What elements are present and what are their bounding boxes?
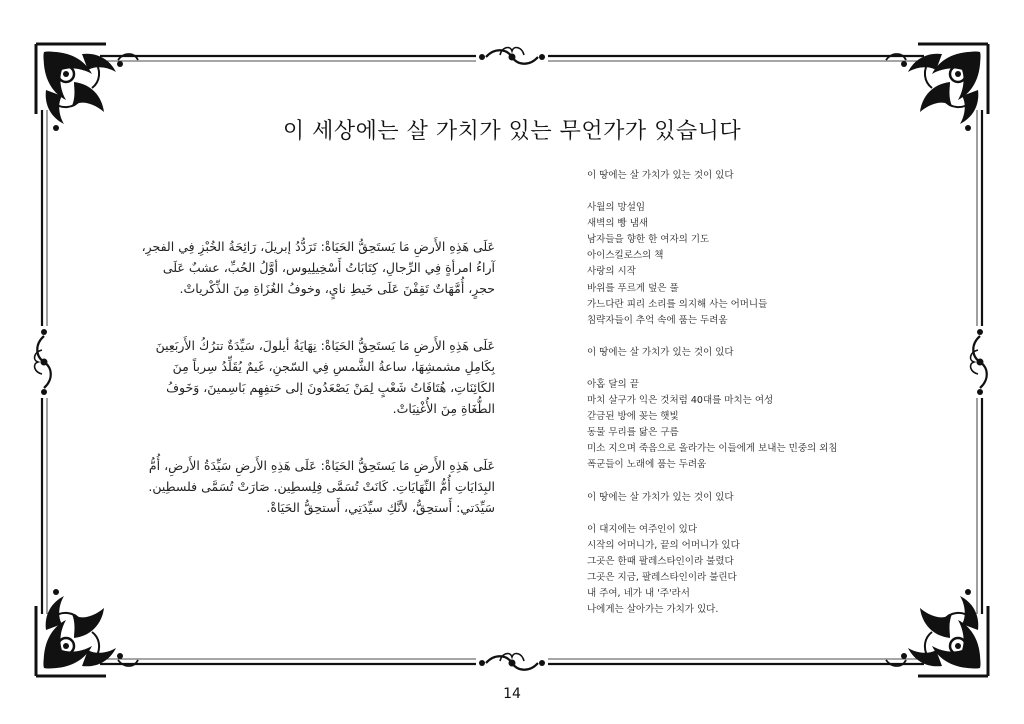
arabic-poem-column [140, 236, 495, 518]
korean-stanza-1 [587, 200, 917, 329]
poem-line: 이 땅에는 살 가치가 있는 것이 있다 [587, 170, 734, 181]
poem-line: 남자들을 향한 한 여자의 기도 [587, 234, 710, 246]
page-title: 이 세상에는 살 가치가 있는 무언가가 있습니다 [282, 119, 742, 144]
poem-line: 미소 지으며 죽음으로 올라가는 이들에게 보내는 민중의 외침 [587, 443, 838, 455]
poem-line: 그곳은 한때 팔레스타인이라 불렸다 [587, 555, 734, 567]
poem-line: 아홉 달의 끝 [587, 378, 639, 390]
poem-line: 아이스킬로스의 책 [587, 250, 664, 262]
poem-line: 시작의 어머니가, 끝의 어머니가 있다 [587, 539, 740, 551]
korean-refrain-2 [587, 345, 917, 361]
poem-line: 마치 살구가 익은 것처럼 40대를 마치는 여성 [587, 395, 774, 407]
poem-line: 침략자들이 추억 속에 품는 두려움 [587, 314, 728, 326]
poem-line: 사랑의 시작 [587, 266, 636, 278]
korean-refrain-3 [587, 490, 917, 506]
arabic-stanza-2: عَلَى هَذِهِ الأَرضِ مَا يَستَحِقُّ الحَيَاةْ: نِهَايَةُ أيلولَ، سَيِّدَةٌ تترُكُ الأَربَعِينَ بِكَامِلِ مشمشِهَا، ساعةُ الشَّمسِ فِي السّجنِ، غَيمٌ يُقَلِّدُ سِرباً مِنَ الكَائِنَاتِ، هُتَافَاتُ شَعْبٍ لِمَنْ يَصْعَدُونَ إلى حَتفِهِم بَاسِمينَ، وَخَوفُ الطُّغَاةِ مِنَ الأُغْنِيَاتْ. [155, 338, 495, 416]
korean-stanza-3 [587, 522, 917, 619]
korean-refrain-1 [587, 168, 917, 184]
korean-stanza-2 [587, 377, 917, 474]
poem-line: 바위를 푸르게 덮은 풀 [587, 282, 679, 294]
poem-line: 이 땅에는 살 가치가 있는 것이 있다 [587, 491, 734, 503]
poem-line: 이 땅에는 살 가치가 있는 것이 있다 [587, 346, 734, 358]
arabic-stanza-3: عَلَى هَذِهِ الأَرضِ مَا يَستَحِقُّ الحَيَاةْ: عَلَى هَذِهِ الأَرضِ سَيِّدَةُ الأَرضِ، أُمُّ البِدَايَاتِ أُمُّ النِّهَايَاتِ. كَانَتْ تُسَمَّى فِلِسطِين. صَارَتْ تُسَمَّى فلسطِين. سَيِّدَتي: أَستحِقُّ، لأنَّكِ سيِّدَتِي، أَستحِقُّ الحَيَاةْ. [148, 458, 495, 515]
arabic-stanza-1: عَلَى هَذِهِ الأَرضِ مَا يَستَحِقُّ الحَيَاةْ: تَرَدُّدُ إبريلَ، رَائِحَةُ الخُبْزِ فِي الفجرِ، آراءُ امرأةٍ فِي الرِّجالِ، كِتَابَاتُ أَسْخِيلِيوس، أوَّلُ الحُبِّ، عشبٌ عَلَى حجرٍ، أُمَّهَاتٌ تَقِفْنَ عَلَى خَيطِ نايٍ، وخوفُ الغُزَاةِ مِنَ الذِّكْرياتْ. [141, 239, 495, 296]
korean-poem-column [587, 168, 917, 618]
poem-line: 동물 무리를 닮은 구름 [587, 427, 679, 439]
poem-line: 갇금된 방에 꽂는 햇빛 [587, 411, 679, 423]
poem-line: 폭군들이 노래에 품는 두려움 [587, 459, 707, 471]
poem-line: 이 대지에는 여주인이 있다 [587, 523, 698, 535]
poem-line: 가느다란 피리 소리를 의지해 사는 어머니들 [587, 298, 768, 310]
poem-line: 나에게는 살아가는 가치가 있다. [587, 604, 719, 616]
poem-line: 새벽의 빵 냄새 [587, 218, 649, 230]
poem-line: 사월의 망설임 [587, 202, 646, 214]
page-number: 14 [503, 686, 521, 702]
poem-line: 내 주여, 네가 내 '주'라서 [587, 587, 690, 599]
poem-line: 그곳은 지금, 팔레스타인이라 불린다 [587, 571, 737, 583]
